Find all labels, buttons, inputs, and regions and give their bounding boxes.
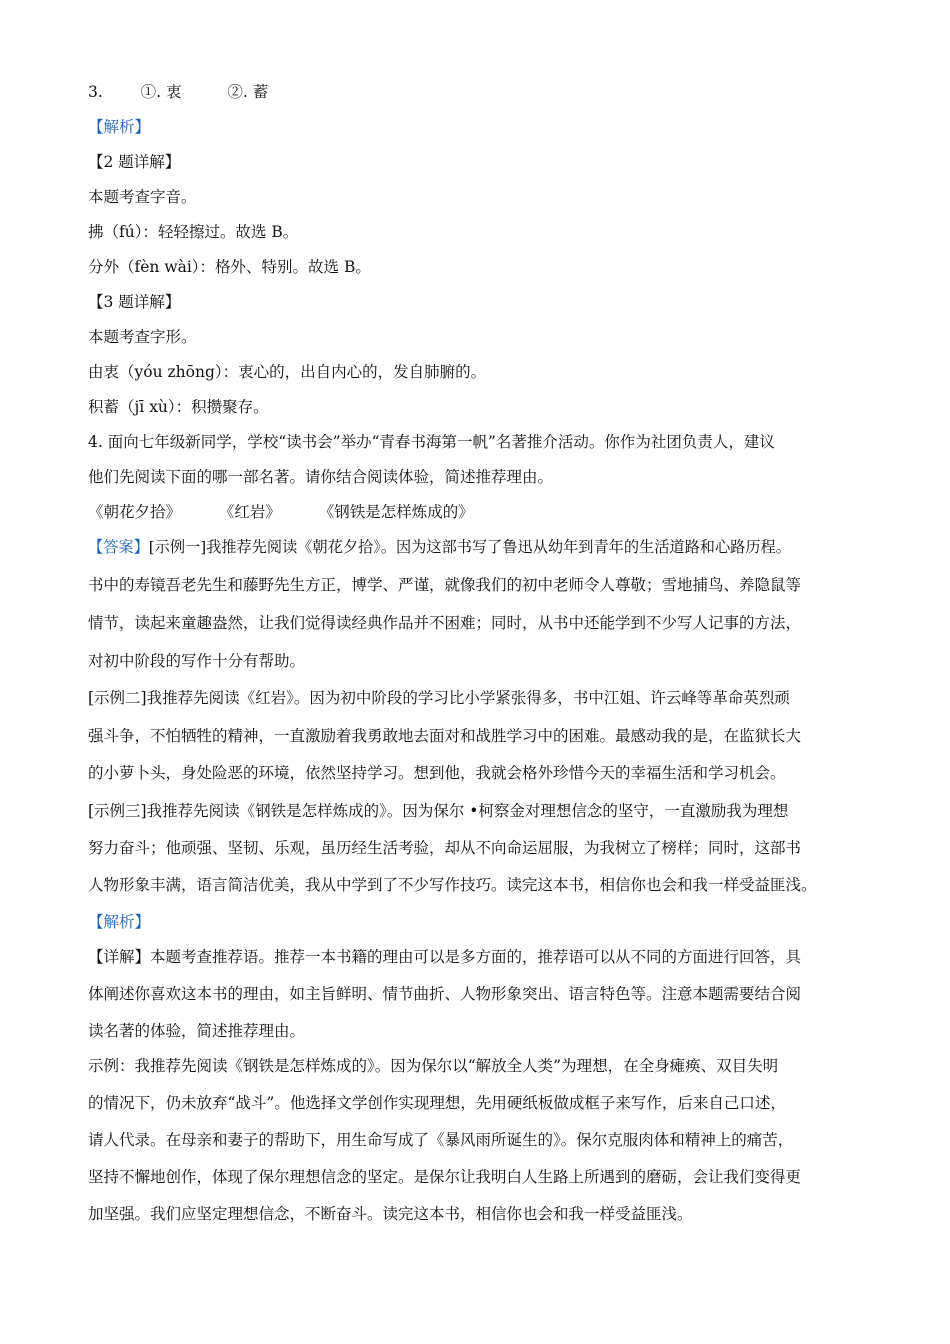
q4-detail-line: 读名著的体验，简述推荐理由。	[88, 1022, 306, 1040]
q3-answer-line	[88, 82, 878, 102]
q3-detail-item: 由衷（yóu zhōng）：衷心的，出自内心的，发自肺腑的。	[88, 363, 487, 381]
q4-detail-line: 【详解】本题考查推荐语。推荐一本书籍的理由可以是多方面的，推荐语可以从不同的方面进行回答，具	[88, 948, 802, 966]
answer-label: 【答案】	[88, 538, 149, 556]
q4-answer-line: [示例二]我推荐先阅读《红岩》。因为初中阶段的学习比小学紧张得多，书中江姐、许云峰等革命英烈顽	[88, 689, 790, 707]
q2-detail-intro: 本题考查字音。	[88, 188, 197, 206]
q3-answer-2: ②. 蓄	[227, 83, 269, 101]
q4-answer-line: 情节，读起来童趣盎然，让我们觉得读经典作品并不困难；同时，从书中还能学到不少写人记事的方法，	[88, 614, 802, 632]
q4-answer-line: 书中的寿镜吾老先生和藤野先生方正，博学、严谨，就像我们的初中老师令人尊敬；雪地捕鸟、养隐鼠等	[88, 576, 802, 594]
q4-question-line: 他们先阅读下面的哪一部名著。请你结合阅读体验，简述推荐理由。	[88, 468, 554, 486]
q3-detail-heading: 【3 题详解】	[88, 293, 181, 311]
q4-answer-line: 人物形象丰满，语言简洁优美，我从中学到了不少写作技巧。读完这本书，相信你也会和我一样受益匪浅。	[88, 876, 817, 894]
book-title: 《朝花夕拾》	[88, 503, 182, 521]
q4-question-line: 4. 面向七年级新同学，学校“读书会”举办“青春书海第一帆”名著推介活动。你作为社团负责人，建议	[88, 433, 775, 451]
q4-detail-line: 示例：我推荐先阅读《钢铁是怎样炼成的》。因为保尔以“解放全人类”为理想，在全身瘫痪、双目失明	[88, 1057, 779, 1075]
q4-detail-line: 请人代录。在母亲和妻子的帮助下，用生命写成了《暴风雨所诞生的》。保尔克服肉体和精神上的痛苦，	[88, 1131, 794, 1149]
book-title: 《红岩》	[218, 503, 281, 521]
q2-detail-item: 分外（fèn wài）：格外、特别。故选 B。	[88, 258, 371, 276]
q4-answer-line: 努力奋斗；他顽强、坚韧、乐观，虽历经生活考验，却从不向命运屈服，为我树立了榜样；同时，这部书	[88, 839, 802, 857]
q4-jiexi-label: 【解析】	[88, 913, 151, 931]
q2-detail-item: 拂（fú）：轻轻擦过。故选 B。	[88, 223, 299, 241]
q4-answer-line	[88, 537, 878, 557]
q3-detail-intro: 本题考查字形。	[88, 328, 197, 346]
q4-detail-line: 的情况下，仍未放弃“战斗”。他选择文学创作实现理想，先用硬纸板做成框子来写作，后来自己口述，	[88, 1094, 786, 1112]
q3-detail-item: 积蓄（jī xù）：积攒聚存。	[88, 398, 269, 416]
q2-detail-heading: 【2 题详解】	[88, 153, 181, 171]
jiexi-label: 【解析】	[88, 118, 151, 136]
q4-detail-line: 坚持不懈地创作，体现了保尔理想信念的坚定。是保尔让我明白人生路上所遇到的磨砺，会让我们变得更	[88, 1168, 802, 1186]
q4-detail-line: 体阐述你喜欢这本书的理由，如主旨鲜明、情节曲折、人物形象突出、语言特色等。注意本题需要结合阅	[88, 985, 802, 1003]
q4-detail-line: 加坚强。我们应坚定理想信念，不断奋斗。读完这本书，相信你也会和我一样受益匪浅。	[88, 1205, 693, 1223]
q4-answer-line: 强斗争，不怕牺牲的精神，一直激励着我勇敢地去面对和战胜学习中的困难。最感动我的是，在监狱长大	[88, 727, 802, 745]
q3-number: 3.	[88, 83, 103, 101]
q4-book-list	[88, 502, 878, 522]
book-title: 《钢铁是怎样炼成的》	[318, 503, 474, 521]
q4-answer-line: 的小萝卜头，身处险恶的环境，依然坚持学习。想到他，我就会格外珍惜今天的幸福生活和学习机会。	[88, 764, 786, 782]
q4-answer-line: [示例三]我推荐先阅读《钢铁是怎样炼成的》。因为保尔 •柯察金对理想信念的坚守，一直激励我为理想	[88, 802, 789, 820]
answer-text: [示例一]我推荐先阅读《朝花夕拾》。因为这部书写了鲁迅从幼年到青年的生活道路和心路历程。	[148, 538, 791, 556]
q4-answer-line: 对初中阶段的写作十分有帮助。	[88, 652, 306, 670]
q3-answer-1: ①. 衷	[140, 83, 182, 101]
